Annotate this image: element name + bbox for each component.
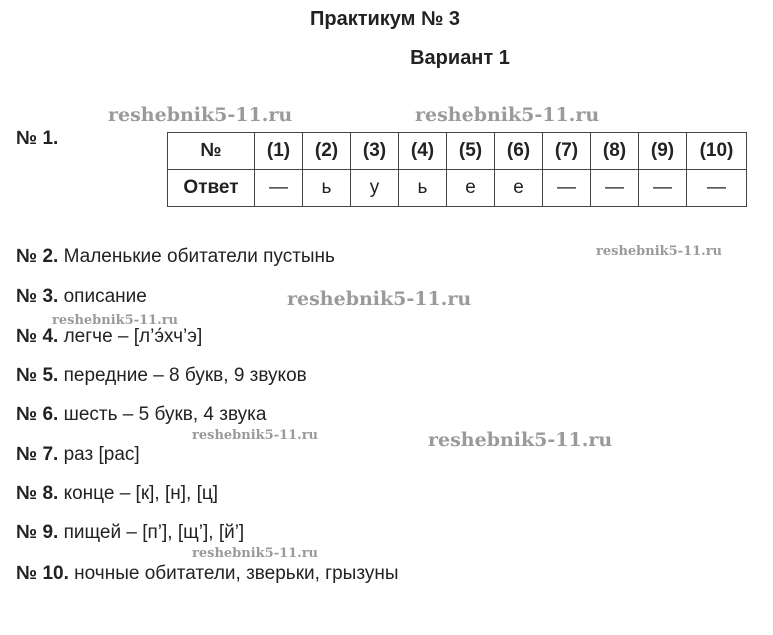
task-line <box>16 483 218 505</box>
variant-title: Вариант 1 <box>410 47 510 69</box>
watermark: reshebnik5-11.ru <box>192 428 319 443</box>
table-answer-label: Ответ <box>168 170 255 207</box>
table-cell: у <box>351 170 399 207</box>
task-answer: передние – 8 букв, 9 звуков <box>63 365 307 386</box>
table-header-cell: (9) <box>639 133 687 170</box>
task-answer: раз [рас] <box>63 444 140 465</box>
task-number: № 7. <box>16 444 59 465</box>
task-number: № 3. <box>16 286 59 307</box>
table-cell: — <box>687 170 747 207</box>
table-header-cell: № <box>168 133 255 170</box>
watermark: reshebnik5-11.ru <box>287 288 472 310</box>
table-cell: е <box>447 170 495 207</box>
task-line <box>16 246 335 268</box>
table-cell: ь <box>303 170 351 207</box>
task-line <box>16 563 398 585</box>
watermark: reshebnik5-11.ru <box>192 546 319 561</box>
task-line <box>16 444 140 466</box>
table-header-cell: (10) <box>687 133 747 170</box>
task-number: № 6. <box>16 404 59 425</box>
table-cell: — <box>543 170 591 207</box>
table-cell: е <box>495 170 543 207</box>
table-header-cell: (8) <box>591 133 639 170</box>
task-line <box>16 404 266 426</box>
table-cell: — <box>639 170 687 207</box>
answer-table <box>167 132 747 207</box>
task-number: № 8. <box>16 483 59 504</box>
table-header-row <box>168 133 747 170</box>
table-header-cell: (6) <box>495 133 543 170</box>
table-header-cell: (2) <box>303 133 351 170</box>
watermark: reshebnik5-11.ru <box>428 429 613 451</box>
task-answer: легче – [л’э́хч’э] <box>63 326 203 347</box>
table-header-cell: (5) <box>447 133 495 170</box>
watermark: reshebnik5-11.ru <box>415 104 600 126</box>
task-number: № 5. <box>16 365 59 386</box>
task-line <box>16 365 307 387</box>
task-answer: ночные обитатели, зверьки, грызуны <box>74 563 399 584</box>
table-answer-row <box>168 170 747 207</box>
table-header-cell: (3) <box>351 133 399 170</box>
table-header-cell: (7) <box>543 133 591 170</box>
task-number: № 9. <box>16 522 59 543</box>
task-line <box>16 286 147 308</box>
table-header-cell: (1) <box>255 133 303 170</box>
task-answer: Маленькие обитатели пустынь <box>63 246 335 267</box>
table-cell: — <box>255 170 303 207</box>
watermark: reshebnik5-11.ru <box>52 313 179 328</box>
task-line <box>16 326 202 348</box>
page-title: Практикум № 3 <box>309 8 460 30</box>
task-1-number: № 1. <box>16 128 59 149</box>
table-cell: ь <box>399 170 447 207</box>
task-answer: конце – [к], [н], [ц] <box>63 483 219 504</box>
task-line <box>16 522 244 544</box>
watermark: reshebnik5-11.ru <box>596 244 723 259</box>
table-cell: — <box>591 170 639 207</box>
task-answer: описание <box>63 286 147 307</box>
task-answer: пищей – [п’], [щ’], [й’] <box>63 522 245 543</box>
task-answer: шесть – 5 букв, 4 звука <box>63 404 267 425</box>
task-number: № 2. <box>16 246 59 267</box>
watermark: reshebnik5-11.ru <box>108 104 293 126</box>
table-header-cell: (4) <box>399 133 447 170</box>
task-number: № 10. <box>16 563 69 584</box>
task-number: № 4. <box>16 326 59 347</box>
